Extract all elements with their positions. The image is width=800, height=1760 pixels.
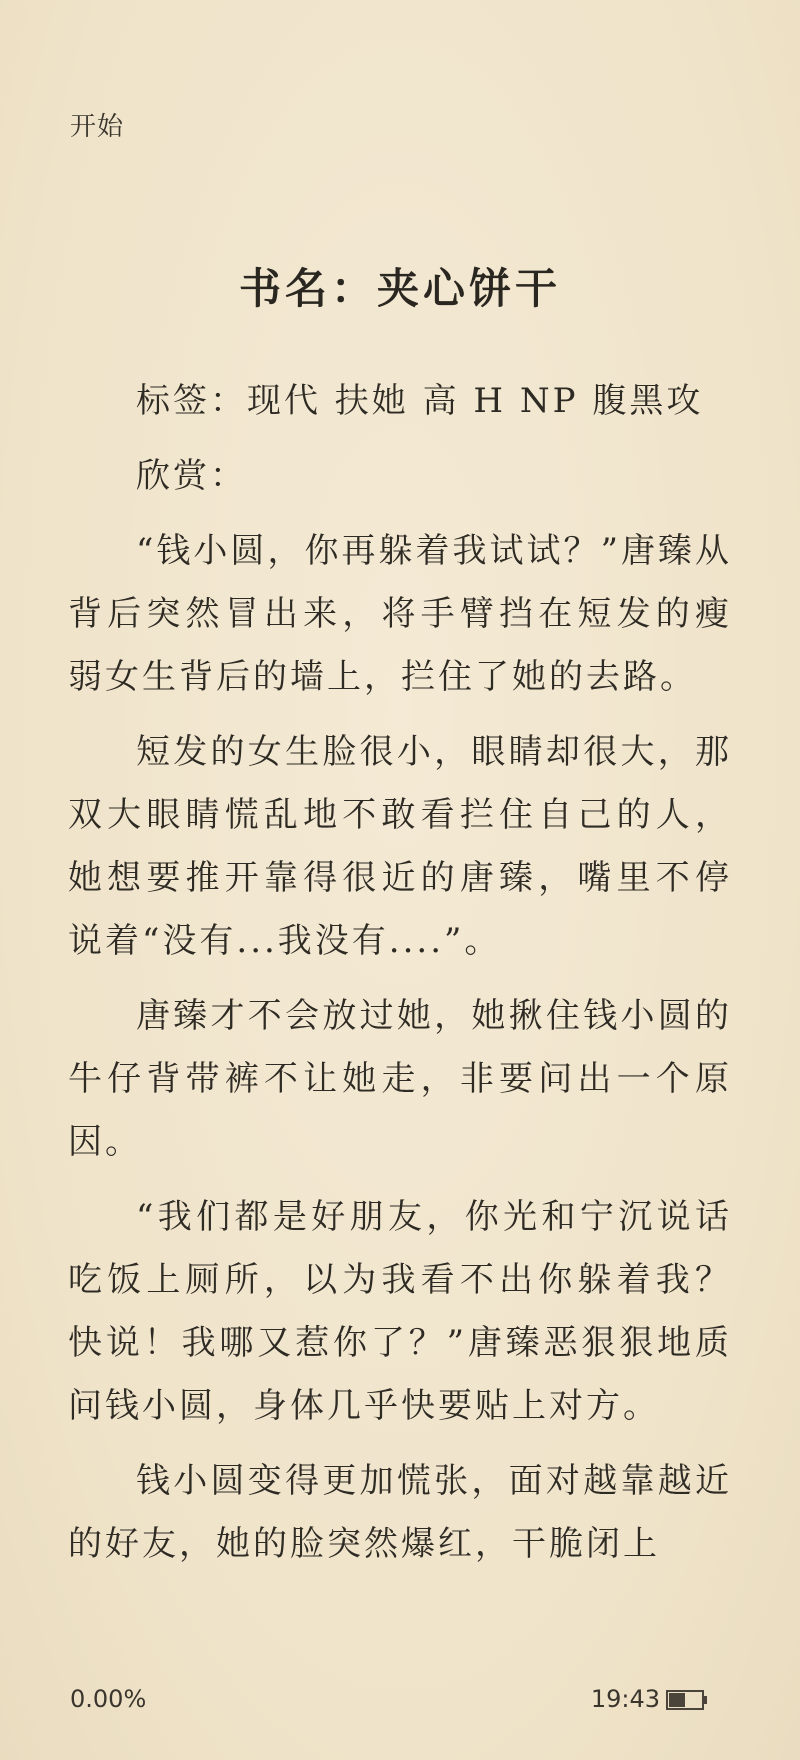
reading-content [68,370,732,1588]
paragraph: 唐臻才不会放过她，她揪住钱小圆的牛仔背带裤不让她走，非要问出一个原因。 [68,996,732,1162]
paragraph-appreciation: 欣赏： [136,456,247,496]
status-bar [0,1685,800,1725]
paragraph: 短发的女生脸很小，眼睛却很大，那双大眼睛慌乱地不敢看拦住自己的人，她想要推开靠得很近的唐臻，嘴里不停说着“没有...我没有....”。 [68,732,732,961]
book-title: 书名：夹心饼干 [238,264,561,313]
chapter-label: 开始 [70,112,125,142]
reading-progress: 0.00% [70,1685,147,1713]
paragraph: “我们都是好朋友，你光和宁沉说话吃饭上厕所，以为我看不出你躲着我？快说！我哪又惹你了？”唐臻恶狠狠地质问钱小圆，身体几乎快要贴上对方。 [68,1197,732,1426]
clock-time: 19:43 [590,1685,660,1713]
battery-icon [666,1690,704,1710]
battery-tip-icon [704,1696,707,1704]
paragraph: “钱小圆，你再躲着我试试？”唐臻从背后突然冒出来，将手臂挡在短发的瘦弱女生背后的墙上，拦住了她的去路。 [68,531,732,697]
battery-level-fill [669,1693,685,1707]
paragraph: 钱小圆变得更加慌张，面对越靠越近的好友，她的脸突然爆红，干脆闭上 [68,1461,732,1564]
paragraph-tags: 标签：现代 扶她 高 H NP 腹黑攻 [136,381,704,421]
